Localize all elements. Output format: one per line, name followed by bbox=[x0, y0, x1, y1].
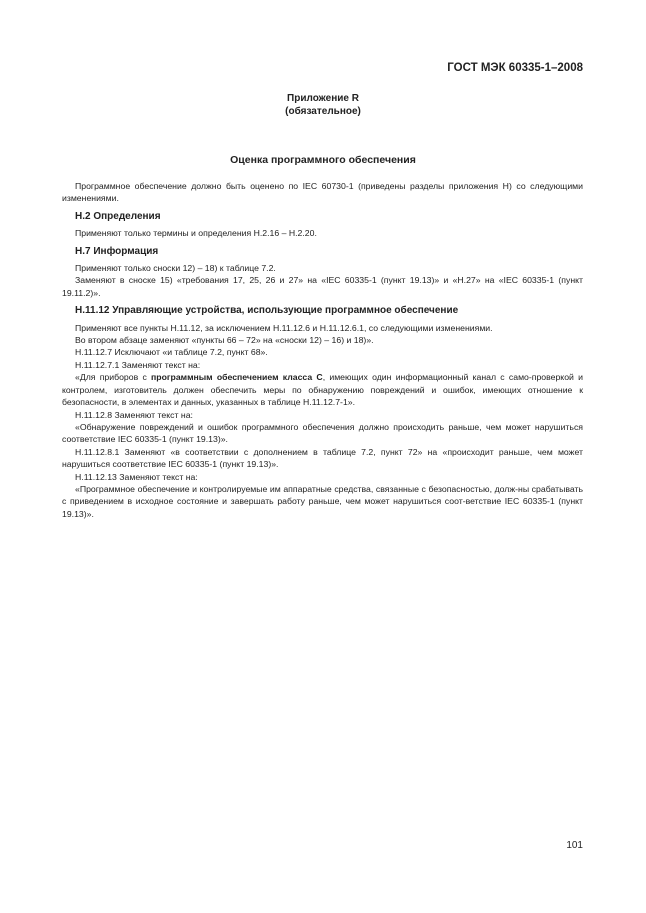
h1112-p10: «Программное обеспечение и контролируемые им аппаратные средства, связанные с безопасностью, долж-ны срабатывать с приведением в исходное состояние и завершать работу раньше, чем может нарушиться соот-ветствие IEC 60335-1 (пункт 19.13)». bbox=[62, 483, 583, 519]
p5-bold: программным обеспечением класса C bbox=[151, 372, 323, 383]
h1112-p2: Во втором абзаце заменяют «пункты 66 – 72» на «сноски 12) – 16) и 18)». bbox=[75, 335, 374, 346]
document-body bbox=[62, 180, 583, 520]
h7-line-2: Заменяют в сноске 15) «требования 17, 25, 26 и 27» на «IEC 60335-1 (пункт 19.13)» и «H.27» на «IEC 60335-1 (пункт 19.11.2)». bbox=[62, 275, 583, 298]
h2-text: Применяют только термины и определения H.2.16 – H.2.20. bbox=[75, 228, 317, 239]
h1112-p7: «Обнаружение повреждений и ошибок программного обеспечения должно происходить раньше, чем может нарушиться соответствие IEC 60335-1 (пункт 19.13)». bbox=[62, 421, 583, 445]
heading-h2: H.2 Определения bbox=[75, 210, 161, 222]
h7-line-1: Применяют только сноски 12) – 18) к таблице 7.2. bbox=[75, 263, 276, 274]
h1112-p8: H.11.12.8.1 Заменяют «в соответствии с дополнением в таблице 7.2, пункт 72» на «происходит раньше, чем может нарушиться соответствие IEC 60335-1 (пункт 19.13)». bbox=[62, 446, 583, 470]
section-title: Оценка программного обеспечения bbox=[230, 154, 416, 166]
h1112-p5 bbox=[62, 371, 583, 408]
heading-h7: H.7 Информация bbox=[75, 245, 159, 257]
h1112-p4: H.11.12.7.1 Заменяют текст на: bbox=[75, 359, 201, 370]
annex-heading bbox=[0, 92, 646, 118]
h1112-p1: Применяют все пункты H.11.12, за исключением H.11.12.6 и H.11.12.6.1, со следующими изменениями. bbox=[75, 322, 493, 333]
standard-code: ГОСТ МЭК 60335-1–2008 bbox=[447, 62, 583, 74]
annex-title: Приложение R bbox=[287, 93, 359, 104]
intro-paragraph: Программное обеспечение должно быть оценено по IEC 60730-1 (приведены разделы приложения H) со следующими изменениями. bbox=[62, 181, 583, 204]
heading-h1112: H.11.12 Управляющие устройства, использующие программное обеспечение bbox=[75, 305, 459, 317]
annex-status: (обязательное) bbox=[285, 106, 361, 117]
p5-post: , имеющих один информационный канал с само-проверкой и контролем, изготовитель должен обеспечить меры по обнаружению повреждений и ошибок, имеющих отношение к безопасности, в элементах и данных, указанных в таблице H.11.12.7-1». bbox=[62, 372, 583, 408]
page-number: 101 bbox=[566, 840, 583, 851]
h1112-p9: H.11.12.13 Заменяют текст на: bbox=[75, 471, 198, 482]
h1112-p3: H.11.12.7 Исключают «и таблице 7.2, пункт 68». bbox=[75, 347, 268, 358]
p5-pre: «Для приборов с bbox=[75, 372, 152, 383]
h1112-p6: H.11.12.8 Заменяют текст на: bbox=[75, 409, 193, 420]
